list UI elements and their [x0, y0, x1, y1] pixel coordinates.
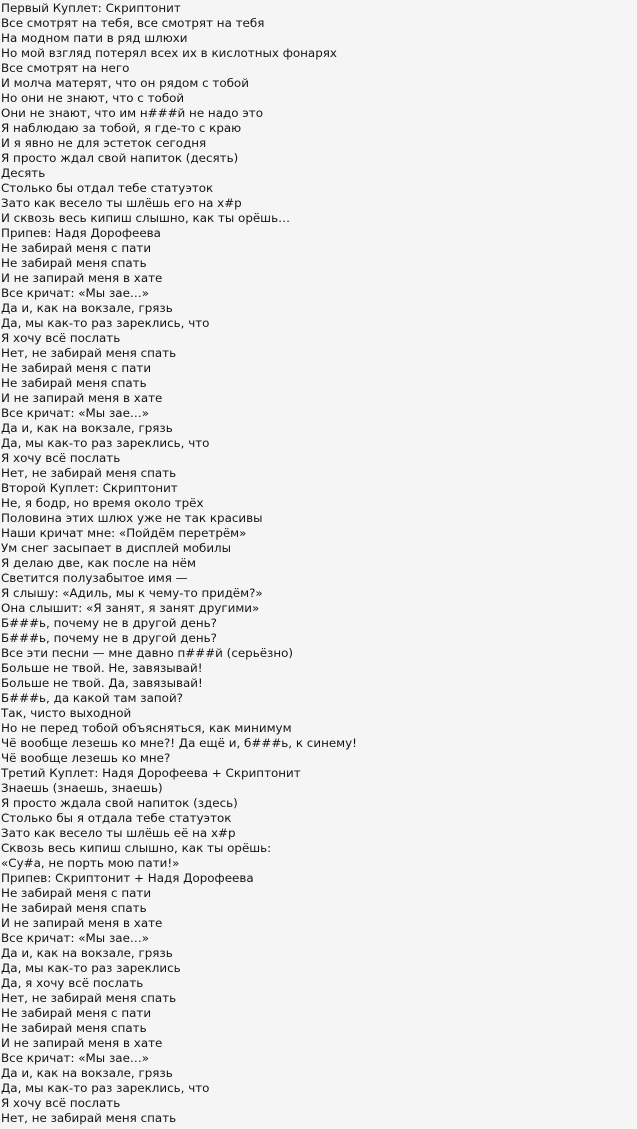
lyric-line: Чё вообще лезешь ко мне?! Да ещё и, б###ь, к синему! — [1, 736, 357, 750]
lyric-line: И сквозь весь кипиш слышно, как ты орёшь… — [1, 211, 290, 225]
lyric-line: Не забирай меня спать — [1, 901, 147, 915]
lyric-line: Припев: Надя Дорофеева — [1, 226, 161, 240]
lyric-line: Все эти песни — мне давно п###й (серьёзно) — [1, 646, 294, 660]
lyric-line: Не забирай меня спать — [1, 1021, 147, 1035]
lyric-line: Да, мы как-то раз зареклись, что — [1, 436, 210, 450]
lyric-line: Нет, не забирай меня спать — [1, 346, 177, 360]
lyric-line: Я хочу всё послать — [1, 1096, 121, 1110]
lyric-line: Знаешь (знаешь, знаешь) — [1, 781, 163, 795]
lyric-line: Я хочу всё послать — [1, 331, 121, 345]
lyric-line: Не, я бодр, но время около трёх — [1, 496, 204, 510]
lyric-line: Я просто ждал свой напиток (десять) — [1, 151, 239, 165]
lyric-line: Я слышу: «Адиль, мы к чему-то придём?» — [1, 586, 263, 600]
lyric-line: Светится полузабытое имя — — [1, 571, 188, 585]
lyric-line: Первый Куплет: Скриптонит — [1, 1, 181, 15]
lyric-line: Не забирай меня спать — [1, 376, 147, 390]
lyric-line: Б###ь, почему не в другой день? — [1, 616, 217, 630]
lyric-line: Припев: Скриптонит + Надя Дорофеева — [1, 871, 254, 885]
lyric-line: Да, мы как-то раз зареклись, что — [1, 316, 210, 330]
lyric-line: И не запирай меня в хате — [1, 916, 163, 930]
lyric-line: Да, мы как-то раз зареклись, что — [1, 1081, 210, 1095]
lyric-line: Она слышит: «Я занят, я занят другими» — [1, 601, 260, 615]
lyric-line: Зато как весело ты шлёшь её на х#р — [1, 826, 236, 840]
lyric-line: Все смотрят на тебя, все смотрят на тебя — [1, 16, 265, 30]
lyric-line: Не забирай меня с пати — [1, 361, 152, 375]
lyric-line: Все кричат: «Мы зае…» — [1, 286, 150, 300]
lyric-line: Да, я хочу всё послать — [1, 976, 144, 990]
lyric-line: Больше не твой. Да, завязывай! — [1, 676, 203, 690]
lyric-line: Столько бы отдал тебе статуэток — [1, 181, 214, 195]
lyric-line: Все кричат: «Мы зае…» — [1, 931, 150, 945]
lyric-line: На модном пати в ряд шлюхи — [1, 31, 188, 45]
lyric-line: Не забирай меня с пати — [1, 1006, 152, 1020]
lyric-line: Но не перед тобой объясняться, как минимум — [1, 721, 292, 735]
lyric-line: Не забирай меня с пати — [1, 886, 152, 900]
lyric-line: Б###ь, да какой там запой? — [1, 691, 183, 705]
lyric-line: Да, мы как-то раз зареклись — [1, 961, 181, 975]
lyric-line: Да и, как на вокзале, грязь — [1, 421, 173, 435]
lyric-line: Нет, не забирай меня спать — [1, 1111, 177, 1125]
lyric-line: Да и, как на вокзале, грязь — [1, 946, 173, 960]
lyric-line: Но мой взгляд потерял всех их в кислотных фонарях — [1, 46, 337, 60]
lyric-line: Зато как весело ты шлёшь его на х#р — [1, 196, 242, 210]
lyric-line: Половина этих шлюх уже не так красивы — [1, 511, 263, 525]
lyric-line: Десять — [1, 166, 46, 180]
lyric-line: Я просто ждала свой напиток (здесь) — [1, 796, 238, 810]
lyric-line: Чё вообще лезешь ко мне? — [1, 751, 171, 765]
lyric-line: Все кричат: «Мы зае…» — [1, 1051, 150, 1065]
lyric-line: И не запирай меня в хате — [1, 271, 163, 285]
lyric-line: «Су#а, не порть мою пати!» — [1, 856, 180, 870]
lyric-line: Они не знают, что им н###й не надо это — [1, 106, 263, 120]
lyric-line: Я наблюдаю за тобой, я где-то с краю — [1, 121, 242, 135]
lyric-line: Нет, не забирай меня спать — [1, 991, 177, 1005]
lyric-line: Столько бы я отдала тебе статуэток — [1, 811, 232, 825]
lyric-line: Б###ь, почему не в другой день? — [1, 631, 217, 645]
lyric-line: Нет, не забирай меня спать — [1, 466, 177, 480]
lyric-line: Так, чисто выходной — [1, 706, 132, 720]
lyric-line: Не забирай меня спать — [1, 256, 147, 270]
lyric-line: Третий Куплет: Надя Дорофеева + Скриптонит — [1, 766, 301, 780]
lyric-line: И я явно не для эстеток сегодня — [1, 136, 207, 150]
lyric-line: Да и, как на вокзале, грязь — [1, 1066, 173, 1080]
lyric-line: И молча матерят, что он рядом с тобой — [1, 76, 249, 90]
lyric-line: Я хочу всё послать — [1, 451, 121, 465]
lyric-line: Да и, как на вокзале, грязь — [1, 301, 173, 315]
lyric-line: Ум снег засыпает в дисплей мобилы — [1, 541, 232, 555]
lyric-line: Сквозь весь кипиш слышно, как ты орёшь: — [1, 841, 272, 855]
lyric-line: Все кричат: «Мы зае…» — [1, 406, 150, 420]
lyric-line: Но они не знают, что с тобой — [1, 91, 185, 105]
lyric-line: Все смотрят на него — [1, 61, 130, 75]
lyric-line: И не запирай меня в хате — [1, 391, 163, 405]
lyric-line: Второй Куплет: Скриптонит — [1, 481, 178, 495]
lyric-line: Я делаю две, как после на нём — [1, 556, 196, 570]
lyric-line: Больше не твой. Не, завязывай! — [1, 661, 203, 675]
lyric-line: Не забирай меня с пати — [1, 241, 152, 255]
lyric-line: Наши кричат мне: «Пойдём перетрём» — [1, 526, 247, 540]
lyric-line: И не запирай меня в хате — [1, 1036, 163, 1050]
